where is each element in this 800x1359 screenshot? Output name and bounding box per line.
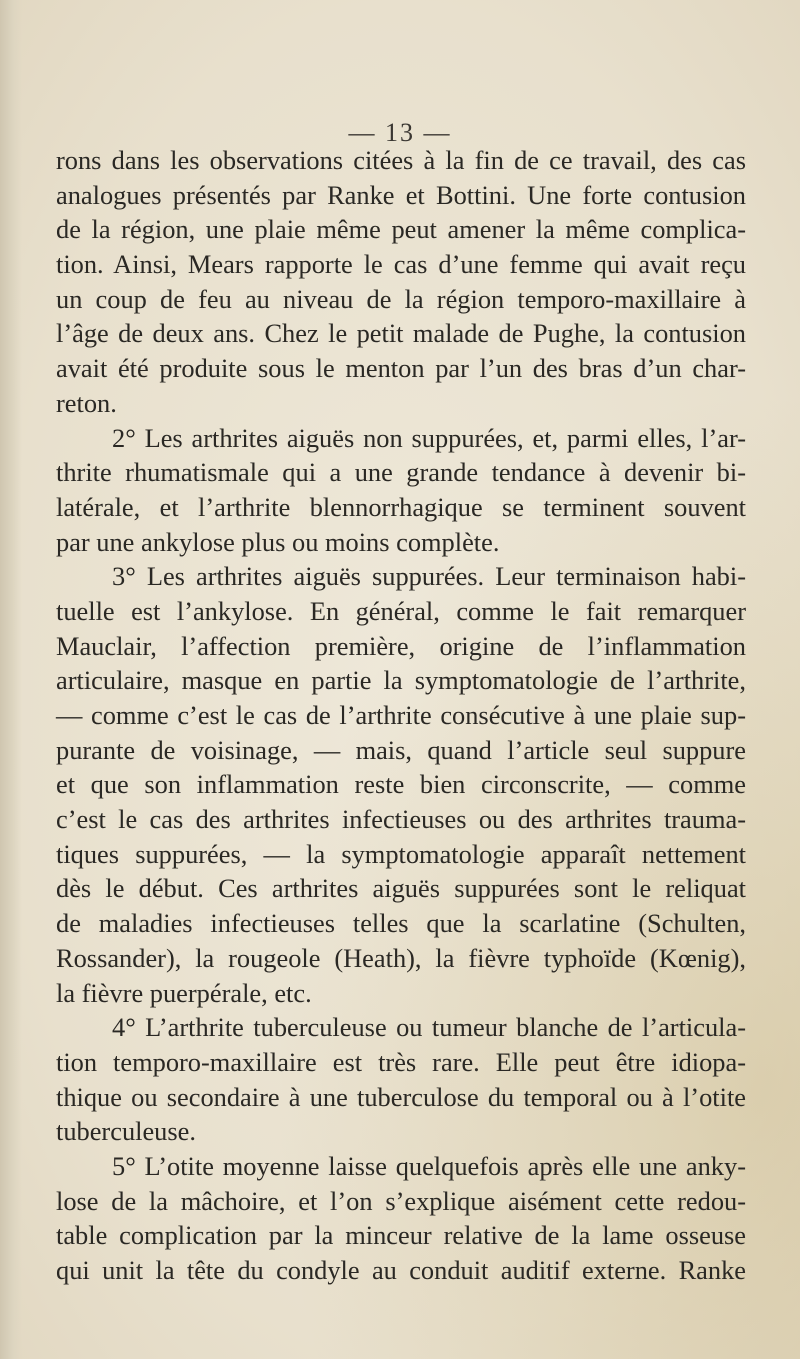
text-line: thique ou secondaire à une tuberculose du temporal ou à l’otite (56, 1081, 746, 1112)
text-line: rons dans les observations citées à la fin de ce travail, des cas (56, 145, 746, 175)
text-line: 2° Les arthrites aiguës non suppurées, et, parmi elles, l’ar- (112, 422, 746, 453)
text-line: c’est le cas des arthrites infectieuses ou des arthrites trauma- (56, 804, 746, 835)
text-line: avait été produite sous le menton par l’un des bras d’un char- (56, 353, 746, 384)
text-line: Rossander), la rougeole (Heath), la fièvre typhoïde (Kœnig), (56, 942, 746, 973)
text-line: et que son inflammation reste bien circonscrite, — comme (56, 769, 746, 800)
text-line: qui unit la tête du condyle au conduit auditif externe. Ranke (56, 1255, 746, 1285)
text-line: tuberculeuse. (56, 1116, 196, 1147)
text-line: Mauclair, l’affection première, origine de l’inflammation (56, 630, 746, 661)
text-line: lose de la mâchoire, et l’on s’explique aisément cette redou- (56, 1185, 746, 1216)
page-number: — 13 — (348, 118, 452, 147)
text-line: tiques suppurées, — la symptomatologie apparaît nettement (56, 838, 746, 869)
text-line: table complication par la minceur relative de la lame osseuse (56, 1220, 746, 1251)
text-line: la fièvre puerpérale, etc. (56, 977, 312, 1008)
text-line: — comme c’est le cas de l’arthrite consécutive à une plaie sup- (56, 700, 746, 730)
text-line: reton. (56, 387, 117, 418)
text-line: dès le début. Ces arthrites aiguës suppurées sont le reliquat (56, 873, 746, 904)
text-line: de la région, une plaie même peut amener la même complica- (56, 214, 746, 245)
text-line: tion temporo-maxillaire est très rare. Elle peut être idiopa- (56, 1046, 746, 1077)
text-line: 4° L’arthrite tuberculeuse ou tumeur blanche de l’articula- (112, 1012, 746, 1043)
text-line: tuelle est l’ankylose. En général, comme le fait remarquer (56, 595, 746, 626)
text-line: de maladies infectieuses telles que la scarlatine (Schulten, (56, 908, 746, 939)
text-line: analogues présentés par Ranke et Bottini. Une forte contusion (56, 179, 746, 210)
text-line: un coup de feu au niveau de la région temporo-maxillaire à (56, 283, 746, 314)
text-line: 3° Les arthrites aiguës suppurées. Leur terminaison habi- (112, 561, 746, 592)
text-line: latérale, et l’arthrite blennorrhagique se terminent souvent (56, 491, 746, 522)
body-text (56, 143, 746, 1288)
text-line: tion. Ainsi, Mears rapporte le cas d’une femme qui avait reçu (56, 249, 746, 280)
text-line: par une ankylose plus ou moins complète. (56, 526, 500, 557)
text-line: thrite rhumatismale qui a une grande tendance à devenir bi- (56, 457, 746, 488)
text-line: articulaire, masque en partie la symptomatologie de l’arthrite, (56, 665, 746, 696)
text-line: l’âge de deux ans. Chez le petit malade de Pughe, la contusion (56, 318, 746, 349)
text-line: 5° L’otite moyenne laisse quelquefois après elle une anky- (112, 1150, 746, 1181)
page-binding-edge (0, 0, 22, 1359)
text-line: purante de voisinage, — mais, quand l’article seul suppure (56, 734, 746, 765)
